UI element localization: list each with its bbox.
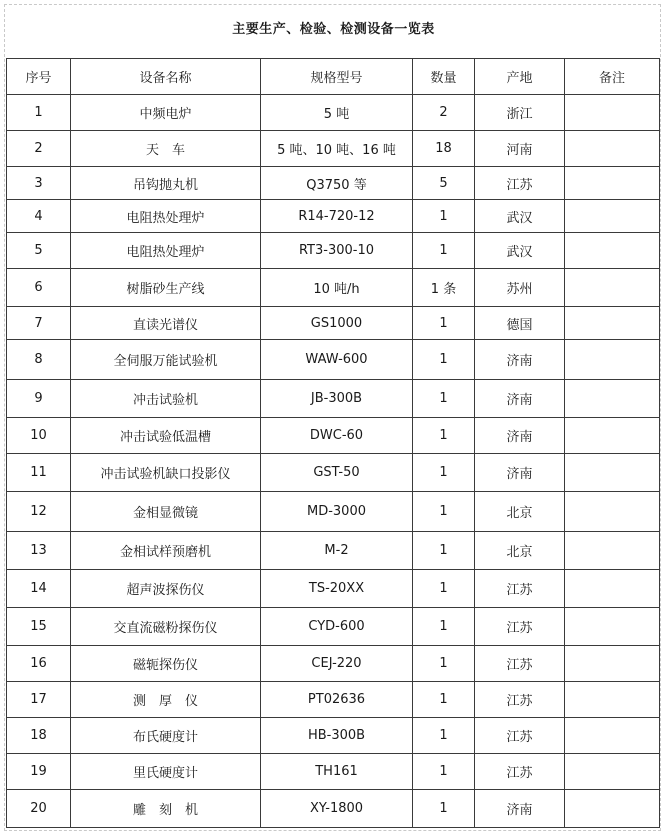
cell-qty: 1 xyxy=(413,454,475,492)
cell-spec: RT3-300-10 xyxy=(261,233,413,269)
cell-note xyxy=(565,340,660,380)
cell-note xyxy=(565,790,660,828)
cell-note xyxy=(565,418,660,454)
cell-spec: M-2 xyxy=(261,532,413,570)
cell-origin: 河南 xyxy=(475,131,565,167)
cell-spec: JB-300B xyxy=(261,380,413,418)
cell-index: 15 xyxy=(7,608,71,646)
table-row xyxy=(7,167,660,200)
cell-spec: 10 吨/h xyxy=(261,269,413,307)
table-row xyxy=(7,492,660,532)
cell-origin: 北京 xyxy=(475,492,565,532)
cell-name: 磁轭探伤仪 xyxy=(71,646,261,682)
cell-index: 7 xyxy=(7,307,71,340)
cell-qty: 1 xyxy=(413,233,475,269)
header-qty: 数量 xyxy=(413,59,475,95)
cell-note xyxy=(565,570,660,608)
cell-index: 17 xyxy=(7,682,71,718)
table-row xyxy=(7,608,660,646)
cell-note xyxy=(565,131,660,167)
table-row xyxy=(7,646,660,682)
cell-origin: 江苏 xyxy=(475,682,565,718)
cell-origin: 济南 xyxy=(475,790,565,828)
table-row xyxy=(7,718,660,754)
cell-spec: 5 吨、10 吨、16 吨 xyxy=(261,131,413,167)
cell-index: 6 xyxy=(7,269,71,307)
cell-qty: 18 xyxy=(413,131,475,167)
cell-index: 13 xyxy=(7,532,71,570)
cell-origin: 江苏 xyxy=(475,646,565,682)
cell-spec: CEJ-220 xyxy=(261,646,413,682)
cell-name: 交直流磁粉探伤仪 xyxy=(71,608,261,646)
cell-index: 16 xyxy=(7,646,71,682)
cell-origin: 武汉 xyxy=(475,233,565,269)
cell-qty: 1 xyxy=(413,492,475,532)
cell-index: 10 xyxy=(7,418,71,454)
table-row xyxy=(7,754,660,790)
cell-qty: 1 xyxy=(413,307,475,340)
cell-index: 9 xyxy=(7,380,71,418)
cell-note xyxy=(565,200,660,233)
table-row xyxy=(7,131,660,167)
cell-spec: HB-300B xyxy=(261,718,413,754)
cell-origin: 济南 xyxy=(475,454,565,492)
cell-qty: 1 xyxy=(413,570,475,608)
table-row xyxy=(7,682,660,718)
equipment-table xyxy=(6,58,660,828)
page-title: 主要生产、检验、检测设备一览表 xyxy=(232,22,435,37)
cell-index: 18 xyxy=(7,718,71,754)
cell-origin: 济南 xyxy=(475,380,565,418)
cell-origin: 武汉 xyxy=(475,200,565,233)
cell-origin: 济南 xyxy=(475,340,565,380)
cell-note xyxy=(565,492,660,532)
cell-index: 19 xyxy=(7,754,71,790)
cell-note xyxy=(565,646,660,682)
table-row xyxy=(7,95,660,131)
cell-name: 直读光谱仪 xyxy=(71,307,261,340)
cell-index: 11 xyxy=(7,454,71,492)
cell-origin: 江苏 xyxy=(475,608,565,646)
cell-qty: 5 xyxy=(413,167,475,200)
table-row xyxy=(7,380,660,418)
table-body xyxy=(7,95,660,828)
cell-qty: 1 xyxy=(413,646,475,682)
cell-note xyxy=(565,269,660,307)
cell-index: 14 xyxy=(7,570,71,608)
cell-name: 里氏硬度计 xyxy=(71,754,261,790)
table-row xyxy=(7,340,660,380)
cell-spec: WAW-600 xyxy=(261,340,413,380)
cell-name: 测 厚 仪 xyxy=(71,682,261,718)
table-row xyxy=(7,418,660,454)
cell-index: 1 xyxy=(7,95,71,131)
cell-spec: GST-50 xyxy=(261,454,413,492)
cell-spec: R14-720-12 xyxy=(261,200,413,233)
cell-name: 雕 刻 机 xyxy=(71,790,261,828)
table-row xyxy=(7,233,660,269)
cell-origin: 江苏 xyxy=(475,167,565,200)
cell-name: 全伺服万能试验机 xyxy=(71,340,261,380)
cell-spec: DWC-60 xyxy=(261,418,413,454)
cell-qty: 1 xyxy=(413,754,475,790)
cell-name: 金相试样预磨机 xyxy=(71,532,261,570)
cell-note xyxy=(565,307,660,340)
cell-index: 2 xyxy=(7,131,71,167)
cell-spec: MD-3000 xyxy=(261,492,413,532)
cell-spec: TS-20XX xyxy=(261,570,413,608)
cell-qty: 1 xyxy=(413,418,475,454)
cell-name: 冲击试验机 xyxy=(71,380,261,418)
cell-spec: GS1000 xyxy=(261,307,413,340)
cell-origin: 苏州 xyxy=(475,269,565,307)
header-index: 序号 xyxy=(7,59,71,95)
cell-index: 20 xyxy=(7,790,71,828)
cell-spec: Q3750 等 xyxy=(261,167,413,200)
cell-name: 电阻热处理炉 xyxy=(71,200,261,233)
cell-qty: 1 条 xyxy=(413,269,475,307)
cell-qty: 2 xyxy=(413,95,475,131)
cell-note xyxy=(565,682,660,718)
cell-qty: 1 xyxy=(413,380,475,418)
cell-name: 中频电炉 xyxy=(71,95,261,131)
cell-index: 8 xyxy=(7,340,71,380)
table-row xyxy=(7,200,660,233)
table-row xyxy=(7,570,660,608)
cell-name: 冲击试验机缺口投影仪 xyxy=(71,454,261,492)
cell-note xyxy=(565,754,660,790)
table-row xyxy=(7,790,660,828)
cell-index: 3 xyxy=(7,167,71,200)
table-row xyxy=(7,532,660,570)
cell-name: 金相显微镜 xyxy=(71,492,261,532)
cell-note xyxy=(565,233,660,269)
header-origin: 产地 xyxy=(475,59,565,95)
cell-name: 冲击试验低温槽 xyxy=(71,418,261,454)
cell-qty: 1 xyxy=(413,790,475,828)
header-name: 设备名称 xyxy=(71,59,261,95)
cell-index: 4 xyxy=(7,200,71,233)
cell-name: 布氏硬度计 xyxy=(71,718,261,754)
cell-name: 吊钩抛丸机 xyxy=(71,167,261,200)
cell-origin: 济南 xyxy=(475,418,565,454)
cell-note xyxy=(565,718,660,754)
cell-note xyxy=(565,532,660,570)
cell-name: 电阻热处理炉 xyxy=(71,233,261,269)
cell-origin: 浙江 xyxy=(475,95,565,131)
table-header-row xyxy=(7,59,660,95)
cell-qty: 1 xyxy=(413,340,475,380)
cell-name: 超声波探伤仪 xyxy=(71,570,261,608)
cell-spec: CYD-600 xyxy=(261,608,413,646)
cell-spec: 5 吨 xyxy=(261,95,413,131)
cell-note xyxy=(565,95,660,131)
cell-spec: XY-1800 xyxy=(261,790,413,828)
cell-origin: 江苏 xyxy=(475,570,565,608)
cell-spec: PT02636 xyxy=(261,682,413,718)
cell-spec: TH161 xyxy=(261,754,413,790)
cell-note xyxy=(565,454,660,492)
cell-index: 12 xyxy=(7,492,71,532)
cell-note xyxy=(565,380,660,418)
cell-name: 树脂砂生产线 xyxy=(71,269,261,307)
table-row xyxy=(7,454,660,492)
header-spec: 规格型号 xyxy=(261,59,413,95)
header-note: 备注 xyxy=(565,59,660,95)
cell-qty: 1 xyxy=(413,718,475,754)
cell-origin: 江苏 xyxy=(475,718,565,754)
table-row xyxy=(7,269,660,307)
cell-origin: 德国 xyxy=(475,307,565,340)
cell-qty: 1 xyxy=(413,532,475,570)
cell-name: 天 车 xyxy=(71,131,261,167)
cell-index: 5 xyxy=(7,233,71,269)
table-row xyxy=(7,307,660,340)
cell-qty: 1 xyxy=(413,608,475,646)
cell-origin: 北京 xyxy=(475,532,565,570)
cell-qty: 1 xyxy=(413,200,475,233)
cell-note xyxy=(565,167,660,200)
cell-origin: 江苏 xyxy=(475,754,565,790)
cell-qty: 1 xyxy=(413,682,475,718)
cell-note xyxy=(565,608,660,646)
